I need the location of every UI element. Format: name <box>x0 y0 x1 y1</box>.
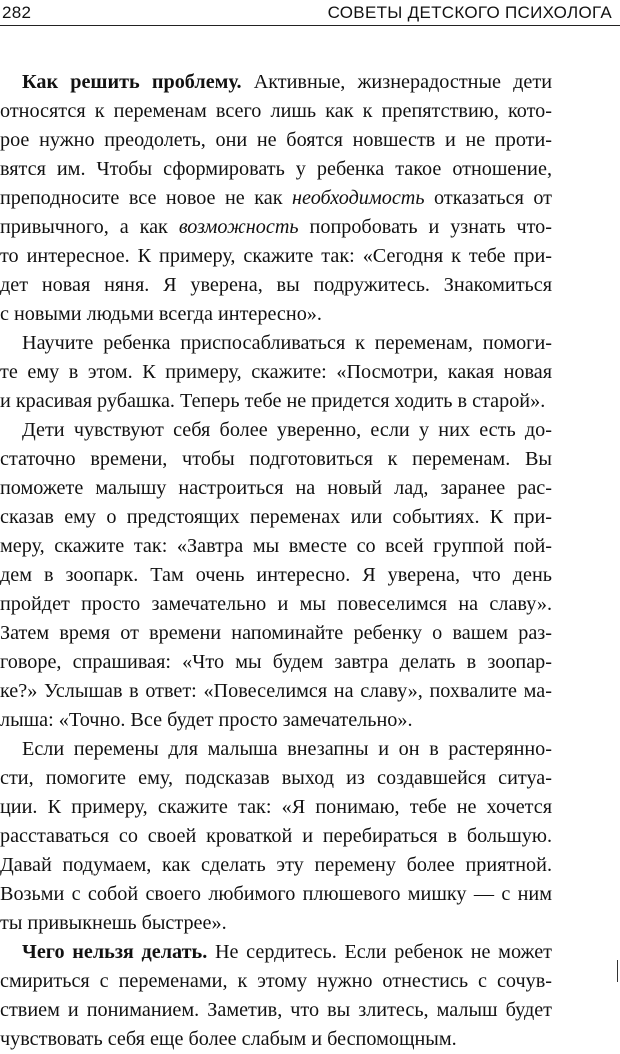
page-number: 282 <box>2 3 32 22</box>
text-line: и красивая рубашка. Теперь тебе не придется ходить в старой». <box>0 390 546 412</box>
text-line: ке?» Услышав в ответ: «Повеселимся на славу», похвалите ма- <box>0 680 552 702</box>
section-heading-solution: Как решить проблему. <box>22 71 242 93</box>
running-head <box>0 0 620 30</box>
text-line: те ему в этом. К примеру, скажите: «Посмотри, какая новая <box>0 361 552 383</box>
text-line: рое нужно преодолеть, они не боятся новшеств и не проти- <box>0 129 552 151</box>
body-text <box>0 68 552 1054</box>
text-line: пройдет просто замечательно и мы повеселимся на славу». <box>0 593 552 615</box>
paragraph-prepare <box>0 416 552 735</box>
text-line: Дети чувствуют себя более уверенно, если у них есть до- <box>22 419 552 441</box>
section-heading-dont: Чего нельзя делать. <box>22 941 208 963</box>
text-line: Чего нельзя делать. Не сердитесь. Если ребенок не может <box>22 941 552 963</box>
text-line: Давай подумаем, как сделать эту перемену более приятной. <box>0 854 552 876</box>
text-line: Как решить проблему. Активные, жизнерадостные дети <box>22 71 552 93</box>
text-line: привычного, а как возможность попробовать и узнать что- <box>0 216 552 238</box>
text-line: смириться с переменами, к этому нужно отнестись с сочув- <box>0 970 552 992</box>
text-line: Если перемены для малыша внезапны и он в растерянно- <box>22 738 552 760</box>
text-line: поможете малышу настроиться на новый лад, заранее рас- <box>0 477 552 499</box>
text-line: ции. К примеру, скажите так: «Я понимаю, тебе не хочется <box>0 796 552 818</box>
text-line: расставаться со своей кроваткой и перебираться в большую. <box>0 825 552 847</box>
text-line: дет новая няня. Я уверена, вы подружитесь. Знакомиться <box>0 274 552 296</box>
text-line: вятся им. Чтобы сформировать у ребенка такое отношение, <box>0 158 552 180</box>
text-line: Затем время от времени напоминайте ребенку о вашем раз- <box>0 622 552 644</box>
emphasis-opportunity: возможность <box>178 216 299 238</box>
text-line: говоре, спрашивая: «Что мы будем завтра делать в зоопар- <box>0 651 552 673</box>
text-line: относятся к переменам всего лишь как к препятствию, кото- <box>0 100 552 122</box>
text-line: чувствовать себя еще более слабым и беспомощным. <box>0 1028 457 1050</box>
text-line: ты привыкнешь быстрее». <box>0 912 227 934</box>
text-line: преподносите все новое не как необходимость отказаться от <box>0 187 552 209</box>
text-line: то интересное. К примеру, скажите так: «Сегодня к тебе при- <box>0 245 552 267</box>
text-line: с новыми людьми всегда интересно». <box>0 303 322 325</box>
header-rule <box>0 25 620 26</box>
paragraph-sudden-change <box>0 735 552 938</box>
text-line: дем в зоопарк. Там очень интересно. Я уверена, что день <box>0 564 552 586</box>
text-line: ствием и пониманием. Заметив, что вы злитесь, малыш будет <box>0 999 552 1021</box>
text-line: меру, скажите так: «Завтра мы вместе со всей группой пой- <box>0 535 552 557</box>
paragraph-adapt <box>0 329 552 416</box>
text-line: статочно времени, чтобы подготовиться к переменам. Вы <box>0 448 552 470</box>
paragraph-solution <box>0 68 552 329</box>
text-line: сказав ему о предстоящих переменах или событиях. К при- <box>0 506 552 528</box>
emphasis-necessity: необходимость <box>292 187 425 209</box>
paragraph-dont <box>0 938 552 1054</box>
page-edge-mark <box>617 960 618 982</box>
text-line: Возьми с собой своего любимого плюшевого мишку — с ним <box>0 883 552 905</box>
running-title: СОВЕТЫ ДЕТСКОГО ПСИХОЛОГА <box>327 3 612 22</box>
text-line: сти, помогите ему, подсказав выход из создавшейся ситуа- <box>0 767 552 789</box>
text-line: лыша: «Точно. Все будет просто замечательно». <box>0 709 413 731</box>
text-line: Научите ребенка приспосабливаться к переменам, помоги- <box>22 332 552 354</box>
